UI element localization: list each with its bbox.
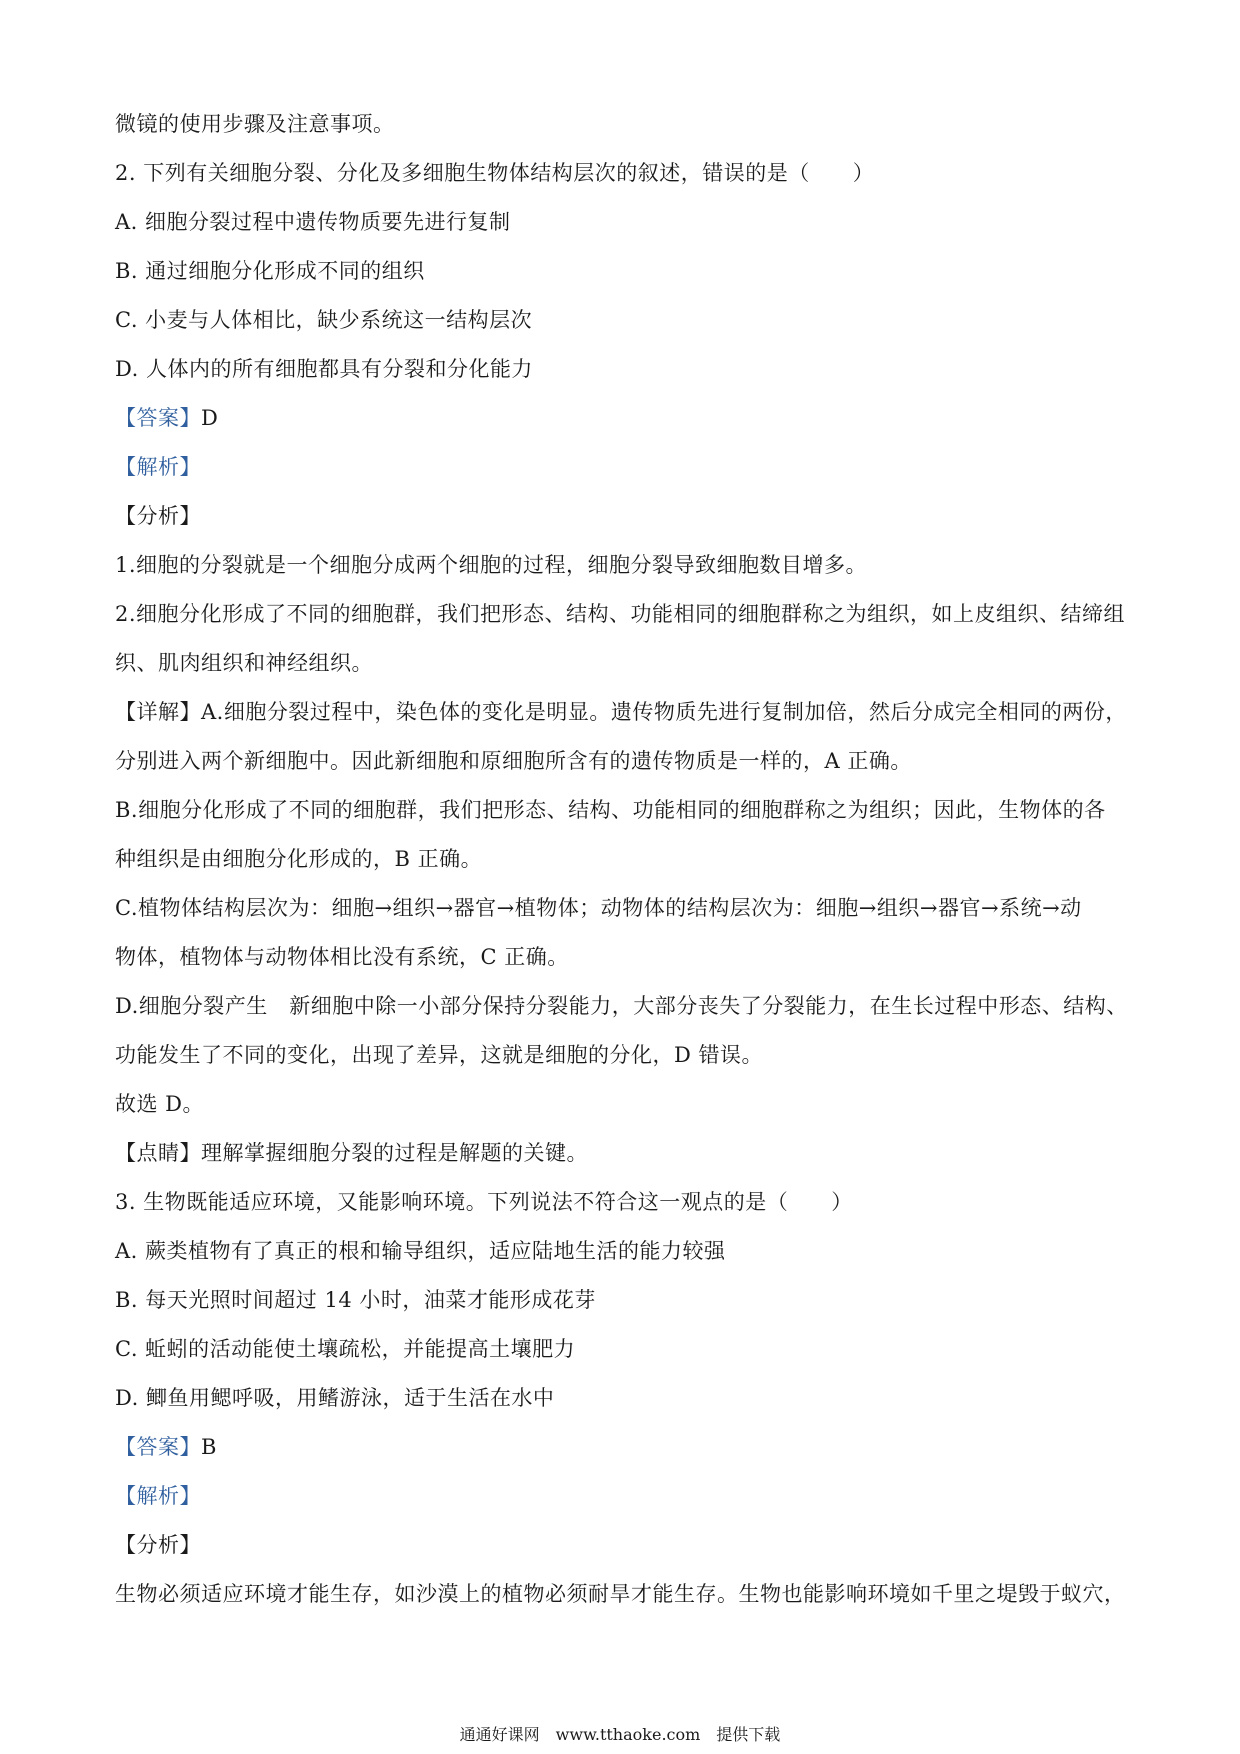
q3-option-c: C. 蚯蚓的活动能使土壤疏松，并能提高土壤肥力 [115, 1337, 576, 1361]
q2-analysis-line: 【详解】A.细胞分裂过程中，染色体的变化是明显。遗传物质先进行复制加倍，然后分成完全相同的两份， [115, 700, 1127, 724]
q2-answer-value: D [201, 406, 219, 430]
q3-jiexi-tag: 【解析】 [115, 1484, 201, 1508]
q2-analysis-line: 故选 D。 [115, 1092, 205, 1116]
q2-analysis-line: 1.细胞的分裂就是一个细胞分成两个细胞的过程，细胞分裂导致细胞数目增多。 [115, 553, 868, 577]
q3-analysis-line: 生物必须适应环境才能生存，如沙漠上的植物必须耐旱才能生存。生物也能影响环境如千里之堤毁于蚁穴， [115, 1582, 1126, 1606]
q2-option-b: B. 通过细胞分化形成不同的组织 [115, 259, 425, 283]
q3-option-a: A. 蕨类植物有了真正的根和输导组织，适应陆地生活的能力较强 [115, 1239, 726, 1263]
q2-fenxi-tag: 【分析】 [115, 504, 201, 528]
q2-option-d: D. 人体内的所有细胞都具有分裂和分化能力 [115, 357, 533, 381]
q2-analysis-line: D.细胞分裂产生 新细胞中除一小部分保持分裂能力，大部分丧失了分裂能力，在生长过程中形态、结构、 [115, 994, 1128, 1018]
q3-answer-line [115, 1423, 1145, 1472]
q3-option-d: D. 鲫鱼用鳃呼吸，用鳍游泳，适于生活在水中 [115, 1386, 555, 1410]
q2-analysis-line: 功能发生了不同的变化，出现了差异，这就是细胞的分化，D 错误。 [115, 1043, 764, 1067]
q2-analysis-line: 2.细胞分化形成了不同的细胞群，我们把形态、结构、功能相同的细胞群称之为组织，如上皮组织、结缔组 [115, 602, 1126, 626]
q2-analysis-line: 【点睛】理解掌握细胞分裂的过程是解题的关键。 [115, 1141, 588, 1165]
q2-option-c: C. 小麦与人体相比，缺少系统这一结构层次 [115, 308, 533, 332]
q2-stem: 2. 下列有关细胞分裂、分化及多细胞生物体结构层次的叙述，错误的是（ ） [115, 161, 875, 185]
q2-analysis-line: 织、肌肉组织和神经组织。 [115, 651, 373, 675]
q2-analysis-line: 分别进入两个新细胞中。因此新细胞和原细胞所含有的遗传物质是一样的，A 正确。 [115, 749, 912, 773]
page-footer: 通通好课网 www.tthaoke.com 提供下载 [459, 1725, 781, 1744]
intro-line: 微镜的使用步骤及注意事项。 [115, 112, 395, 136]
q3-fenxi-tag: 【分析】 [115, 1533, 201, 1557]
q3-answer-value: B [201, 1435, 217, 1459]
q3-answer-tag: 【答案】 [115, 1435, 201, 1459]
q2-analysis-line: B.细胞分化形成了不同的细胞群，我们把形态、结构、功能相同的细胞群称之为组织；因此，生物体的各 [115, 798, 1106, 822]
q2-answer-tag: 【答案】 [115, 406, 201, 430]
q2-answer-line [115, 394, 1145, 443]
q2-analysis-line: 物体，植物体与动物体相比没有系统，C 正确。 [115, 945, 569, 969]
q2-analysis-line: 种组织是由细胞分化形成的，B 正确。 [115, 847, 483, 871]
q2-jiexi-tag: 【解析】 [115, 455, 201, 479]
q2-analysis-line: C.植物体结构层次为：细胞→组织→器官→植物体；动物体的结构层次为：细胞→组织→器官→系统→动 [115, 896, 1082, 920]
q3-option-b: B. 每天光照时间超过 14 小时，油菜才能形成花芽 [115, 1288, 596, 1312]
document-page [115, 100, 1145, 1619]
q2-option-a: A. 细胞分裂过程中遗传物质要先进行复制 [115, 210, 511, 234]
q3-stem: 3. 生物既能适应环境，又能影响环境。下列说法不符合这一观点的是（ ） [115, 1190, 853, 1214]
